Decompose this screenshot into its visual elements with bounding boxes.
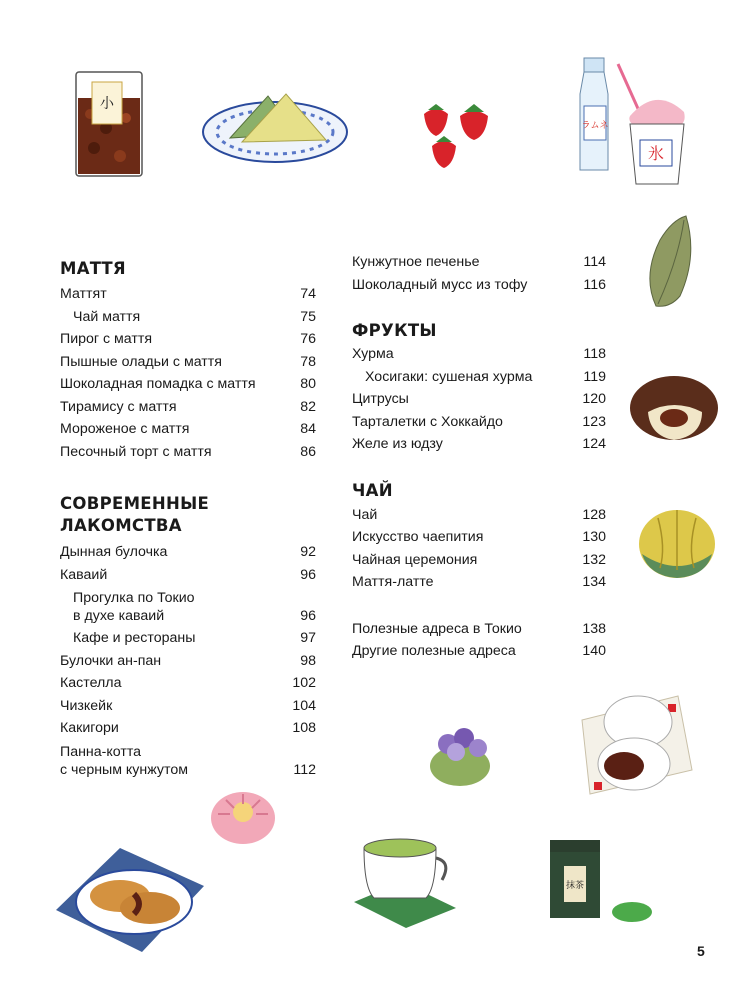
toc-entry[interactable] bbox=[60, 564, 316, 587]
toc-right-column bbox=[352, 251, 606, 663]
toc-entry-page: 112 bbox=[293, 761, 316, 778]
toc-entry[interactable] bbox=[60, 328, 316, 351]
toc-entry-title: Цитрусы bbox=[352, 391, 409, 407]
toc-entry-title: Другие полезные адреса bbox=[352, 643, 516, 659]
toc-entry-page: 104 bbox=[292, 697, 316, 714]
section-title-matcha: МАТТЯ bbox=[60, 259, 126, 278]
toc-entry-page: 84 bbox=[300, 421, 316, 437]
toc-entry[interactable] bbox=[60, 373, 316, 396]
toc-left-column bbox=[60, 258, 316, 779]
toc-entry[interactable] bbox=[352, 343, 606, 366]
toc-entry-page: 97 bbox=[300, 630, 316, 646]
toc-entry-title-line: в духе каваий bbox=[73, 608, 165, 624]
toc-entry[interactable] bbox=[60, 351, 316, 374]
toc-entry[interactable] bbox=[352, 411, 606, 434]
toc-entry[interactable] bbox=[352, 526, 606, 549]
toc-entry[interactable] bbox=[352, 504, 606, 527]
toc-entry-page: 128 bbox=[582, 506, 606, 523]
toc-entry-title: Песочный торт с маття bbox=[60, 443, 212, 460]
toc-entry-page: 98 bbox=[300, 652, 316, 669]
toc-entry-page: 108 bbox=[292, 720, 316, 736]
toc-entry-page: 118 bbox=[583, 346, 606, 362]
toc-entry-page: 96 bbox=[300, 608, 316, 624]
toc-entry-title-line: с черным кунжутом bbox=[60, 761, 188, 778]
snack-bag-illustration bbox=[72, 68, 146, 180]
toc-entry[interactable] bbox=[352, 251, 606, 274]
toc-entry[interactable] bbox=[60, 396, 316, 419]
toc-entry-page: 74 bbox=[300, 286, 316, 302]
toc-entry[interactable] bbox=[60, 717, 316, 740]
dorayaki-illustration bbox=[50, 836, 210, 956]
toc-entry[interactable] bbox=[60, 589, 316, 625]
kakigori-flag: 氷 bbox=[647, 144, 665, 163]
toc-entry[interactable] bbox=[60, 306, 316, 329]
cherry-leaf-illustration bbox=[646, 214, 696, 310]
toc-entry-title: Тирамису с маття bbox=[60, 398, 177, 415]
section-title-modern bbox=[60, 493, 316, 537]
section-title-line: СОВРЕМЕННЫЕ bbox=[60, 494, 210, 513]
toc-entry-title: Маттят bbox=[60, 286, 107, 302]
toc-entry-page: 114 bbox=[583, 254, 606, 270]
toc-entry[interactable] bbox=[60, 743, 316, 779]
toc-entry-page: 75 bbox=[300, 308, 316, 325]
toc-entry-page: 120 bbox=[582, 391, 606, 407]
chocolate-bun-illustration bbox=[626, 372, 722, 444]
flower-wagashi-illustration bbox=[424, 722, 496, 788]
toc-entry-title: Хурма bbox=[352, 346, 394, 362]
toc-entry-page: 138 bbox=[582, 620, 606, 637]
toc-entry-title: Чизкейк bbox=[60, 697, 113, 714]
toc-entry-page: 96 bbox=[300, 566, 316, 583]
toc-entry-page: 124 bbox=[582, 436, 606, 452]
toc-entry[interactable] bbox=[352, 571, 606, 594]
toc-entry-title: Искусство чаепития bbox=[352, 529, 484, 545]
toc-entry-title: Кастелла bbox=[60, 675, 122, 691]
yatsuhashi-plate-illustration bbox=[200, 86, 350, 166]
toc-entry[interactable] bbox=[60, 695, 316, 718]
section-title-fruits: ФРУКТЫ bbox=[352, 321, 437, 340]
toc-entry[interactable] bbox=[60, 672, 316, 695]
toc-entry-title: Маття-латте bbox=[352, 574, 434, 590]
ramune-label: ラムネ bbox=[581, 121, 609, 131]
toc-entry[interactable] bbox=[60, 541, 316, 564]
toc-entry[interactable] bbox=[352, 433, 606, 456]
toc-entry-title: Тарталетки с Хоккайдо bbox=[352, 413, 503, 430]
toc-entry[interactable] bbox=[60, 441, 316, 464]
toc-entry[interactable] bbox=[352, 618, 606, 641]
kinton-sweet-illustration bbox=[636, 494, 718, 580]
toc-entry-page: 80 bbox=[300, 376, 316, 392]
toc-entry-title: Полезные адреса в Токио bbox=[352, 620, 522, 637]
toc-entry-title: Дынная булочка bbox=[60, 544, 168, 560]
toc-entry-title bbox=[60, 589, 195, 625]
toc-entry-page: 86 bbox=[300, 443, 316, 460]
toc-entry-page: 134 bbox=[582, 574, 606, 590]
toc-entry-title: Пышные оладьи с маття bbox=[60, 353, 222, 370]
toc-entry-page: 140 bbox=[582, 643, 606, 659]
toc-entry[interactable] bbox=[352, 640, 606, 663]
toc-entry-page: 130 bbox=[582, 529, 606, 545]
toc-entry-title bbox=[60, 743, 188, 779]
toc-entry-page: 116 bbox=[583, 276, 606, 293]
toc-entry-title: Кунжутное печенье bbox=[352, 254, 480, 270]
toc-entry-page: 123 bbox=[582, 413, 606, 430]
toc-entry-title: Хосигаки: сушеная хурма bbox=[365, 368, 533, 385]
matcha-cup-illustration bbox=[352, 832, 458, 930]
toc-entry-title: Какигори bbox=[60, 720, 119, 736]
toc-entry-title: Желе из юдзу bbox=[352, 436, 443, 452]
toc-entry[interactable] bbox=[60, 418, 316, 441]
toc-entry-page: 78 bbox=[300, 353, 316, 370]
toc-entry[interactable] bbox=[60, 627, 316, 650]
toc-entry[interactable] bbox=[352, 366, 606, 389]
toc-entry-title-line: Панна-котта bbox=[60, 743, 142, 760]
page-number: 5 bbox=[697, 943, 705, 959]
strawberries-illustration bbox=[418, 92, 494, 172]
snack-label: 小 bbox=[100, 96, 114, 112]
toc-entry[interactable] bbox=[352, 274, 606, 297]
section-title-line: ЛАКОМСТВА bbox=[60, 516, 182, 535]
toc-entry-title: Кафе и рестораны bbox=[73, 630, 196, 646]
toc-entry-title: Шоколадный мусс из тофу bbox=[352, 276, 528, 293]
toc-entry-page: 92 bbox=[300, 544, 316, 560]
toc-entry-title-line: Прогулка по Токио bbox=[73, 590, 195, 606]
toc-entry[interactable] bbox=[352, 388, 606, 411]
toc-entry-page: 102 bbox=[292, 675, 316, 691]
daifuku-illustration bbox=[574, 690, 694, 800]
toc-entry-title: Булочки ан-пан bbox=[60, 652, 162, 669]
toc-entry-title: Шоколадная помадка с маття bbox=[60, 376, 256, 392]
toc-entry-page: 76 bbox=[300, 331, 316, 347]
toc-entry-page: 119 bbox=[583, 368, 606, 385]
toc-entry-title: Чай bbox=[352, 506, 378, 523]
section-title-tea: ЧАЙ bbox=[352, 480, 393, 500]
ramune-kakigori-illustration bbox=[578, 56, 690, 188]
tea-can-illustration bbox=[544, 838, 654, 922]
pink-nerikiri-illustration bbox=[208, 784, 278, 846]
tea-can-label: 抹茶 bbox=[565, 881, 585, 891]
toc-entry[interactable] bbox=[352, 549, 606, 572]
toc-entry[interactable] bbox=[60, 650, 316, 673]
toc-entry-title: Пирог с маття bbox=[60, 331, 153, 347]
toc-entry-title: Каваий bbox=[60, 566, 108, 583]
toc-entry[interactable] bbox=[60, 283, 316, 306]
toc-entry-page: 82 bbox=[300, 398, 316, 415]
toc-entry-page: 132 bbox=[582, 551, 606, 568]
toc-entry-title: Чай маття bbox=[73, 308, 141, 325]
toc-entry-title: Мороженое с маття bbox=[60, 421, 190, 437]
toc-entry-title: Чайная церемония bbox=[352, 551, 478, 568]
